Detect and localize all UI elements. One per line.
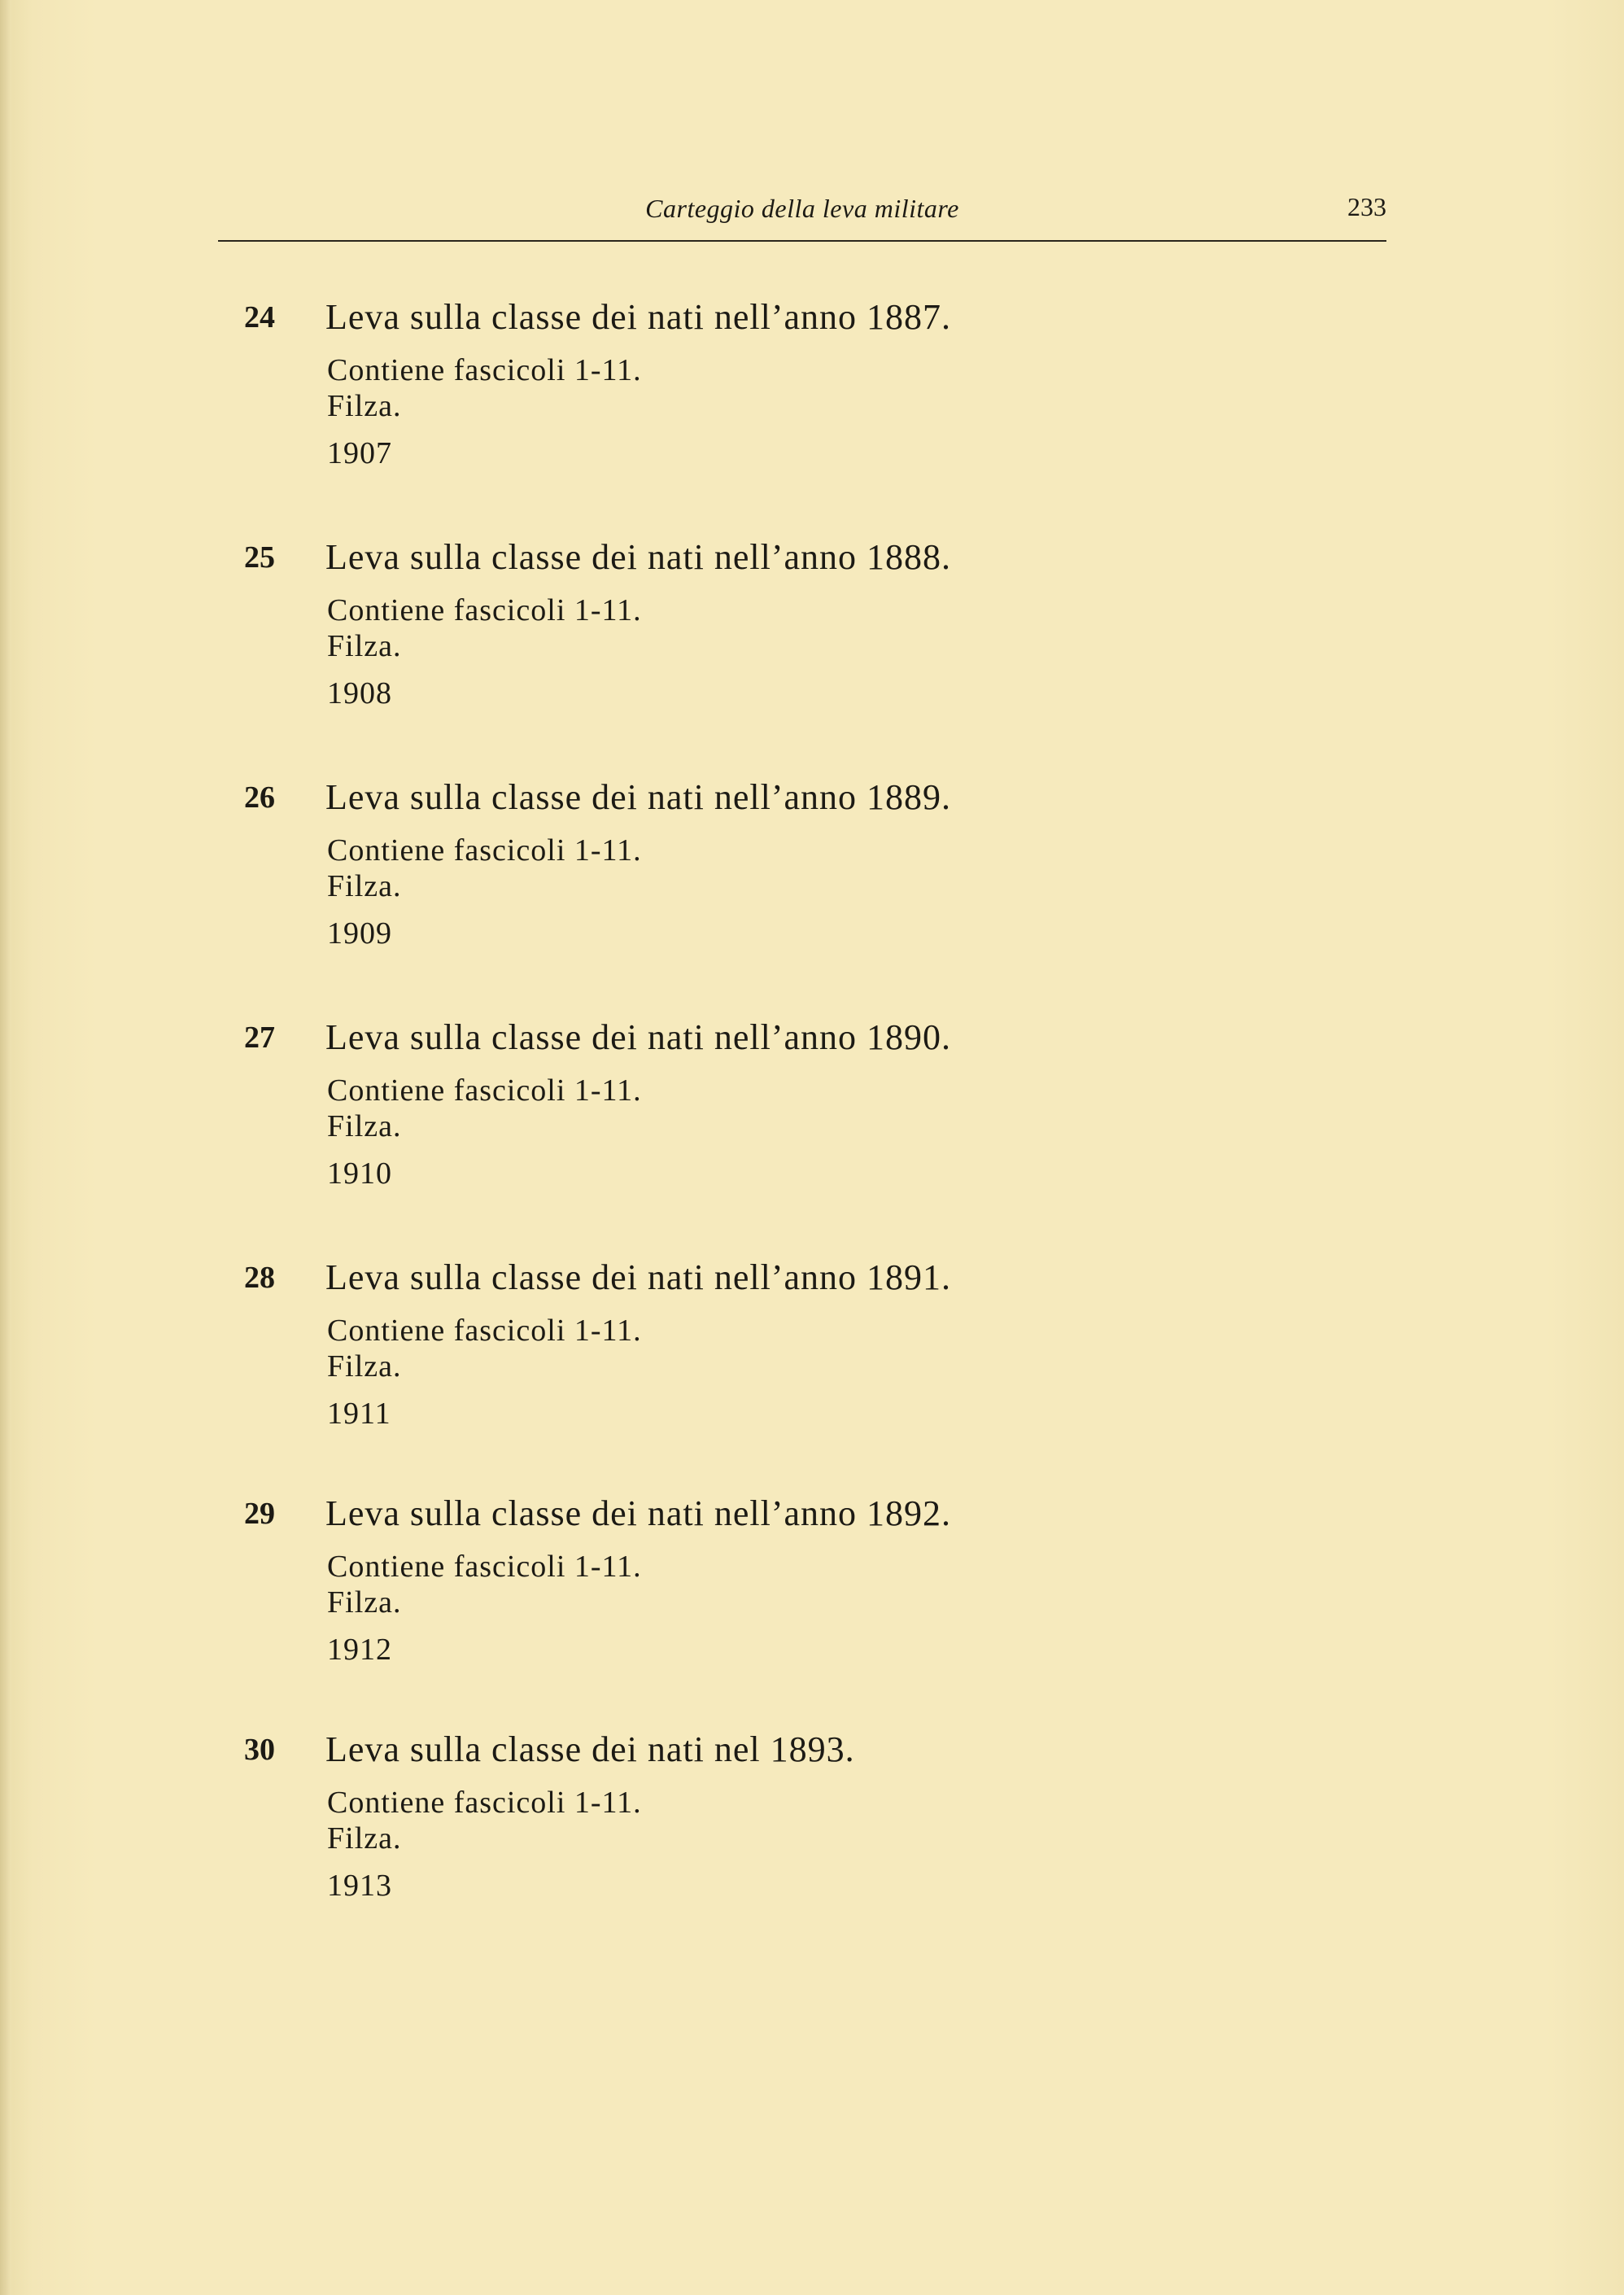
entry-contents: Contiene fascicoli 1-11. [327, 353, 642, 387]
entry-contents: Contiene fascicoli 1-11. [327, 1314, 642, 1348]
entry-title: Leva sulla classe dei nati nell’anno 1889. [325, 777, 951, 817]
entry-year: 1909 [327, 916, 392, 951]
entry-year: 1910 [327, 1156, 392, 1191]
entry-year: 1913 [327, 1869, 392, 1903]
entry-contents: Contiene fascicoli 1-11. [327, 1786, 642, 1820]
entry-format: Filza. [327, 1109, 402, 1143]
entry-year: 1912 [327, 1633, 392, 1667]
entry-contents: Contiene fascicoli 1-11. [327, 1550, 642, 1584]
entry-number: 30 [244, 1733, 275, 1767]
binding-edge [0, 0, 11, 2295]
entry-format: Filza. [327, 869, 402, 903]
entry-number: 25 [244, 540, 275, 575]
entry-number: 27 [244, 1021, 275, 1055]
entry-year: 1908 [327, 676, 392, 710]
entry-title: Leva sulla classe dei nati nell’anno 1892. [325, 1493, 951, 1533]
entry-format: Filza. [327, 629, 402, 663]
entry-contents: Contiene fascicoli 1-11. [327, 1073, 642, 1108]
entry-number: 28 [244, 1261, 275, 1295]
entry-number: 29 [244, 1497, 275, 1531]
entry-number: 26 [244, 780, 275, 815]
entry-title: Leva sulla classe dei nati nell’anno 1887. [325, 297, 951, 337]
entry-contents: Contiene fascicoli 1-11. [327, 833, 642, 868]
entry-title: Leva sulla classe dei nati nel 1893. [325, 1729, 855, 1769]
entry-title: Leva sulla classe dei nati nell’anno 1890. [325, 1017, 951, 1057]
header-rule [218, 240, 1386, 242]
entry-title: Leva sulla classe dei nati nell’anno 1891. [325, 1257, 951, 1297]
entry-number: 24 [244, 300, 275, 334]
entry-title: Leva sulla classe dei nati nell’anno 1888. [325, 537, 951, 577]
entry-format: Filza. [327, 389, 402, 423]
page-number: 233 [1347, 192, 1386, 221]
entry-format: Filza. [327, 1585, 402, 1620]
running-title: Carteggio della leva militare [645, 194, 959, 223]
entry-year: 1911 [327, 1397, 391, 1431]
running-header [218, 194, 1386, 243]
entry-format: Filza. [327, 1821, 402, 1856]
entry-format: Filza. [327, 1349, 402, 1384]
entry-year: 1907 [327, 436, 392, 470]
entry-contents: Contiene fascicoli 1-11. [327, 593, 642, 627]
